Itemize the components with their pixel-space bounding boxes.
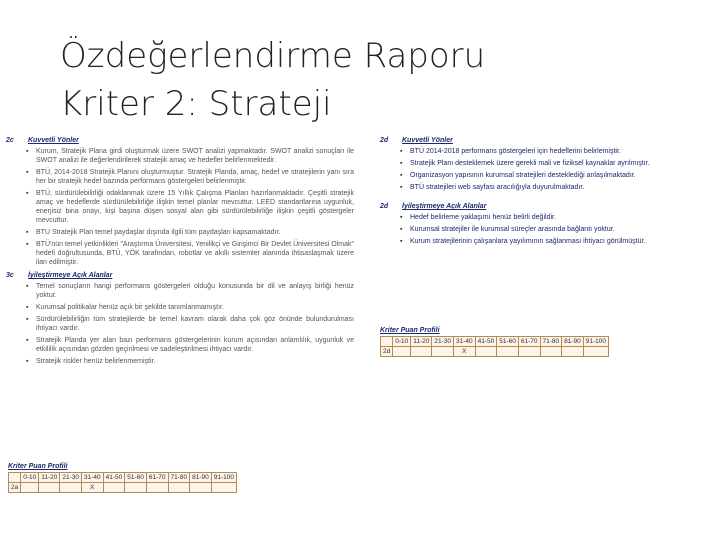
list-item: ▪ BTÜ stratejileri web sayfası aracılığıyla duyurulmaktadır. [400, 183, 660, 192]
table-row [9, 483, 237, 493]
table-header-cell: 11-20 [39, 473, 60, 483]
table-cell: X [82, 483, 104, 493]
section-heading [6, 136, 354, 145]
left-report-panel [6, 136, 354, 516]
list-item: ▪ Kurum, Stratejik Plana girdi oluşturmak üzere SWOT analizi yapmaktadır. SWOT analizi sonuçları ile SWOT analizi ile değerlendirilerek stratejik amaç ve hedefler belirlenmektedir. [26, 147, 354, 165]
section-heading [380, 202, 660, 211]
table-header-cell: 0-10 [21, 473, 39, 483]
section-title: Kuvvetli Yönler [28, 137, 79, 144]
section-number: 2d [380, 137, 389, 144]
table-header-cell: 61-70 [518, 337, 540, 347]
table-header-cell: 91-100 [583, 337, 608, 347]
strengths-list [380, 147, 660, 192]
right-score-profile [380, 326, 609, 357]
table-header-cell: 0-10 [393, 337, 411, 347]
list-item: ▪ Sürdürülebilirliğin tüm stratejilerde bir temel kavram olarak daha çok göz önünde bulundurulması ihtiyacı vardır. [26, 315, 354, 333]
table-corner-cell [381, 337, 393, 347]
list-item: ▪ Stratejik Planda yer alan bazı performans göstergelerinin kurum açısından anlamlılık, uygunluk ve etkililik açısından gözden geçirilmesi ve sadeleştirilmesi ihtiyacı vardır. [26, 336, 354, 354]
list-item: ▪ Stratejik riskler henüz belirlenmemiştir. [26, 357, 354, 366]
table-header-row [9, 473, 237, 483]
table-header-cell: 11-20 [411, 337, 432, 347]
left-improvements-section [6, 271, 354, 366]
section-title: İyileştirmeye Açık Alanlar [28, 272, 113, 279]
table-cell [393, 347, 411, 357]
section-number: 3c [6, 272, 14, 279]
list-item: ▪ BTU Stratejik Plan temel paydaşlar dışında ilgili tüm paydaşları kapsamaktadır. [26, 228, 354, 237]
table-header-cell: 81-90 [190, 473, 212, 483]
improvements-list [380, 213, 660, 246]
section-heading [6, 271, 354, 280]
table-row [381, 347, 609, 357]
list-item: ▪ BTÜ, sürdürülebilirliği odaklanmak üzere 15 Yıllık Çalışma Planları hazırlanmaktadır. Çeşitli stratejik amaç ve hedeflerde sürdürülebilirliğe ilişkin temel planlar mevcuttur. LEED standartlarına uygunluk, enerjisiz bina onayı, kişi başına düşen sosyal alan gibi sürdürülebilirliğe ilişkin çeşitli göstergeler mevcuttur. [26, 189, 354, 225]
table-header-cell: 71-80 [168, 473, 190, 483]
table-cell [475, 347, 497, 357]
list-item: ▪ BTÜ 2014-2018 performans göstergeleri için hedeflerini belirlemiştir. [400, 147, 660, 156]
list-item: ▪ Stratejik Planı desteklemek üzere gerekli mali ve fiziksel kaynaklar ayrılmıştır. [400, 159, 660, 168]
score-profile-table [380, 336, 609, 357]
list-item: ▪ Kurum stratejilerinin çalışanlara yayılımının sağlanması ihtiyacı görülmüştür. [400, 237, 660, 246]
table-cell [21, 483, 39, 493]
table-header-cell: 51-60 [497, 337, 519, 347]
list-item: ▪ BTÜ, 2014-2018 Stratejik Planını oluşturmuştur. Stratejik Planda, amaç, hedef ve stratejilerin yanı sıra her bir stratejik hedef bazında performans göstergeleri belirlenmiştir. [26, 168, 354, 186]
left-strengths-section [6, 136, 354, 267]
table-row-label: 2a [9, 483, 21, 493]
table-cell [411, 347, 432, 357]
score-profile-table [8, 472, 237, 493]
table-cell [168, 483, 190, 493]
table-header-cell: 41-50 [103, 473, 125, 483]
table-cell [432, 347, 454, 357]
slide-title-line-2: Kriter 2: Strateji [60, 84, 332, 124]
table-cell [562, 347, 584, 357]
table-cell [146, 483, 168, 493]
score-profile-title: Kriter Puan Profili [8, 463, 68, 470]
table-header-cell: 31-40 [454, 337, 476, 347]
table-header-cell: 71-80 [540, 337, 562, 347]
list-item: ▪ BTÜ'nün temel yetkinlikleri "Araştırma Üniversitesi, Yenilikçi ve Girişimci Bir Devlet Üniversitesi Olmak" hedefi doğrultusunda, BTÜ, YÖK tarafından, robotlar ve akıllı sistemler alanında ihtisaslaşmak üzere ilan edilmiştir. [26, 240, 354, 267]
table-header-cell: 21-30 [432, 337, 454, 347]
table-cell [190, 483, 212, 493]
table-corner-cell [9, 473, 21, 483]
list-item: ▪ Organizasyon yapısının kurumsal stratejileri desteklediği anlaşılmaktadır. [400, 171, 660, 180]
table-header-cell: 41-50 [475, 337, 497, 347]
table-cell [125, 483, 147, 493]
table-cell [103, 483, 125, 493]
list-item: ▪ Temel sonuçların hangi performans göstergeleri olduğu konusunda bir dil ve anlayış birliği henüz yoktur. [26, 282, 354, 300]
strengths-list [6, 147, 354, 267]
improvements-list [6, 282, 354, 366]
slide-title-line-1: Özdeğerlendirme Raporu [60, 36, 486, 76]
table-header-cell: 31-40 [82, 473, 104, 483]
table-header-cell: 91-100 [211, 473, 236, 483]
right-strengths-section [380, 136, 660, 192]
table-header-cell: 51-60 [125, 473, 147, 483]
section-title: İyileştirmeye Açık Alanlar [402, 203, 487, 210]
table-header-cell: 21-30 [60, 473, 82, 483]
table-cell [583, 347, 608, 357]
table-row-label: 2d [381, 347, 393, 357]
table-cell [60, 483, 82, 493]
slide-title [60, 32, 700, 128]
table-cell [211, 483, 236, 493]
left-score-profile [8, 462, 237, 493]
list-item: ▪ Hedef belirleme yaklaşımı henüz belirli değildir. [400, 213, 660, 222]
section-number: 2d [380, 203, 389, 210]
table-cell [540, 347, 562, 357]
section-heading [380, 136, 660, 145]
score-profile-title: Kriter Puan Profili [380, 327, 440, 334]
section-title: Kuvvetli Yönler [402, 137, 453, 144]
section-number: 2c [6, 137, 14, 144]
right-improvements-section [380, 202, 660, 246]
table-header-cell: 61-70 [146, 473, 168, 483]
table-cell [39, 483, 60, 493]
table-header-cell: 81-90 [562, 337, 584, 347]
table-cell: X [454, 347, 476, 357]
table-cell [518, 347, 540, 357]
list-item: ▪ Kurumsal politikalar henüz açık bir şekilde tanımlanmamıştır. [26, 303, 354, 312]
table-cell [497, 347, 519, 357]
table-header-row [381, 337, 609, 347]
list-item: ▪ Kurumsal stratejiler ile kurumsal süreçler arasında bağlantı yoktur. [400, 225, 660, 234]
